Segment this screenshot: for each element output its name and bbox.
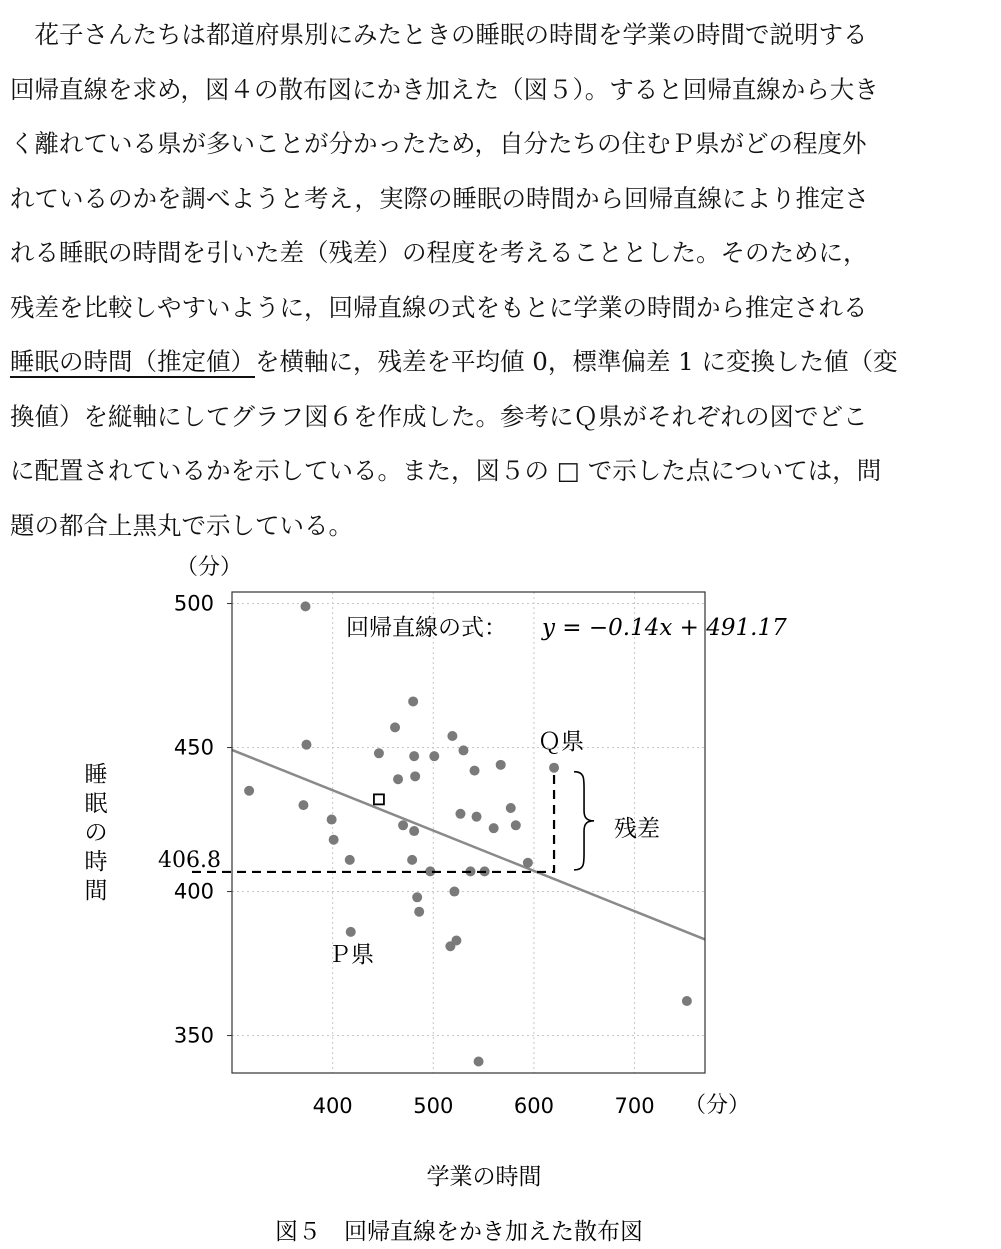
data-point — [682, 996, 692, 1006]
y-tick-label: 500 — [173, 591, 214, 616]
data-point — [449, 887, 459, 897]
data-point — [327, 815, 337, 825]
data-point — [298, 800, 308, 810]
data-point — [451, 936, 461, 946]
data-point — [374, 748, 384, 758]
x-tick-label: 700 — [614, 1094, 655, 1118]
data-point — [398, 820, 408, 830]
data-point — [474, 1056, 484, 1066]
x-tick-labels — [313, 1094, 655, 1118]
text-line: れているのかを調べようと考え，実際の睡眠の時間から回帰直線により推定さ — [10, 183, 869, 213]
q-prefecture-label: Ｑ県 — [538, 729, 584, 755]
data-point — [447, 731, 457, 741]
data-point — [489, 823, 499, 833]
text-line: く離れている県が多いことが分かったため，自分たちの住むＰ県がどの程度外 — [10, 129, 867, 158]
data-point — [549, 763, 559, 773]
text-line: 残差を比較しやすいように，回帰直線の式をもとに学業の時間から推定される — [10, 292, 868, 322]
text-line: 換値）を縦軸にしてグラフ図６を作成した。参考にＱ県がそれぞれの図でどこ — [10, 401, 868, 431]
data-point — [414, 907, 424, 917]
regression-equation: y = −0.14x + 491.17 — [542, 615, 787, 641]
y-tick-labels — [174, 592, 232, 1048]
text-line: 回帰直線を求め，図４の散布図にかき加えた（図５）。すると回帰直線から大き — [10, 74, 879, 104]
figure-caption: 図５ 回帰直線をかき加えた散布図 — [275, 1219, 643, 1245]
data-point — [407, 855, 417, 865]
problem-text — [10, 8, 995, 553]
x-unit-label: （分） — [684, 1093, 751, 1118]
p-prefecture-label: Ｐ県 — [328, 942, 374, 968]
data-point — [393, 774, 403, 784]
data-point — [390, 722, 400, 732]
data-point — [244, 786, 254, 796]
data-point — [458, 745, 468, 755]
data-point — [472, 812, 482, 822]
marked-square-point — [374, 794, 384, 804]
underlined-term: 睡眠の時間（推定値） — [10, 347, 255, 376]
data-point — [346, 927, 356, 937]
data-point — [496, 760, 506, 770]
data-point — [523, 858, 533, 868]
data-point — [470, 766, 480, 776]
data-point — [412, 892, 422, 902]
y-tick-label: 450 — [173, 735, 214, 760]
text-line: 題の都合上黒丸で示している。 — [10, 510, 353, 540]
data-point — [301, 740, 311, 750]
text-line-rest: を横軸に，残差を平均値 0，標準偏差 1 に変換した値（変 — [255, 347, 898, 376]
x-tick-label: 500 — [413, 1094, 454, 1118]
text-line: 花子さんたちは都道府県別にみたときの睡眠の時間を学業の時間で説明する — [10, 20, 868, 49]
reference-value-label: 406.8 — [158, 848, 221, 873]
scatter-plot-figure — [0, 540, 1001, 1249]
text-line: れる睡眠の時間を引いた差（残差）の程度を考えることとした。そのために， — [10, 238, 868, 267]
data-point — [409, 751, 419, 761]
x-tick-label: 600 — [513, 1094, 554, 1118]
data-point — [345, 855, 355, 865]
data-point — [429, 751, 439, 761]
data-point — [408, 696, 418, 706]
data-point — [329, 835, 339, 845]
residual-brace — [574, 772, 594, 870]
y-axis-label: 睡眠の時間 — [84, 762, 108, 904]
x-tick-label: 400 — [312, 1094, 353, 1118]
y-tick-label: 350 — [173, 1023, 214, 1048]
data-point — [511, 820, 521, 830]
data-point — [506, 803, 516, 813]
residual-label: 残差 — [614, 816, 660, 842]
regression-line — [232, 750, 705, 940]
y-unit-label: （分） — [176, 555, 243, 580]
y-tick-label: 400 — [173, 879, 214, 904]
data-point — [300, 601, 310, 611]
text-line — [10, 335, 995, 390]
regression-equation-label: 回帰直線の式： — [346, 615, 507, 641]
text-line: に配置されているかを示している。また，図５の □ で示した点については，問 — [10, 456, 882, 485]
data-point — [410, 771, 420, 781]
x-axis-label: 学業の時間 — [426, 1164, 542, 1190]
data-point — [409, 826, 419, 836]
data-point — [455, 809, 465, 819]
